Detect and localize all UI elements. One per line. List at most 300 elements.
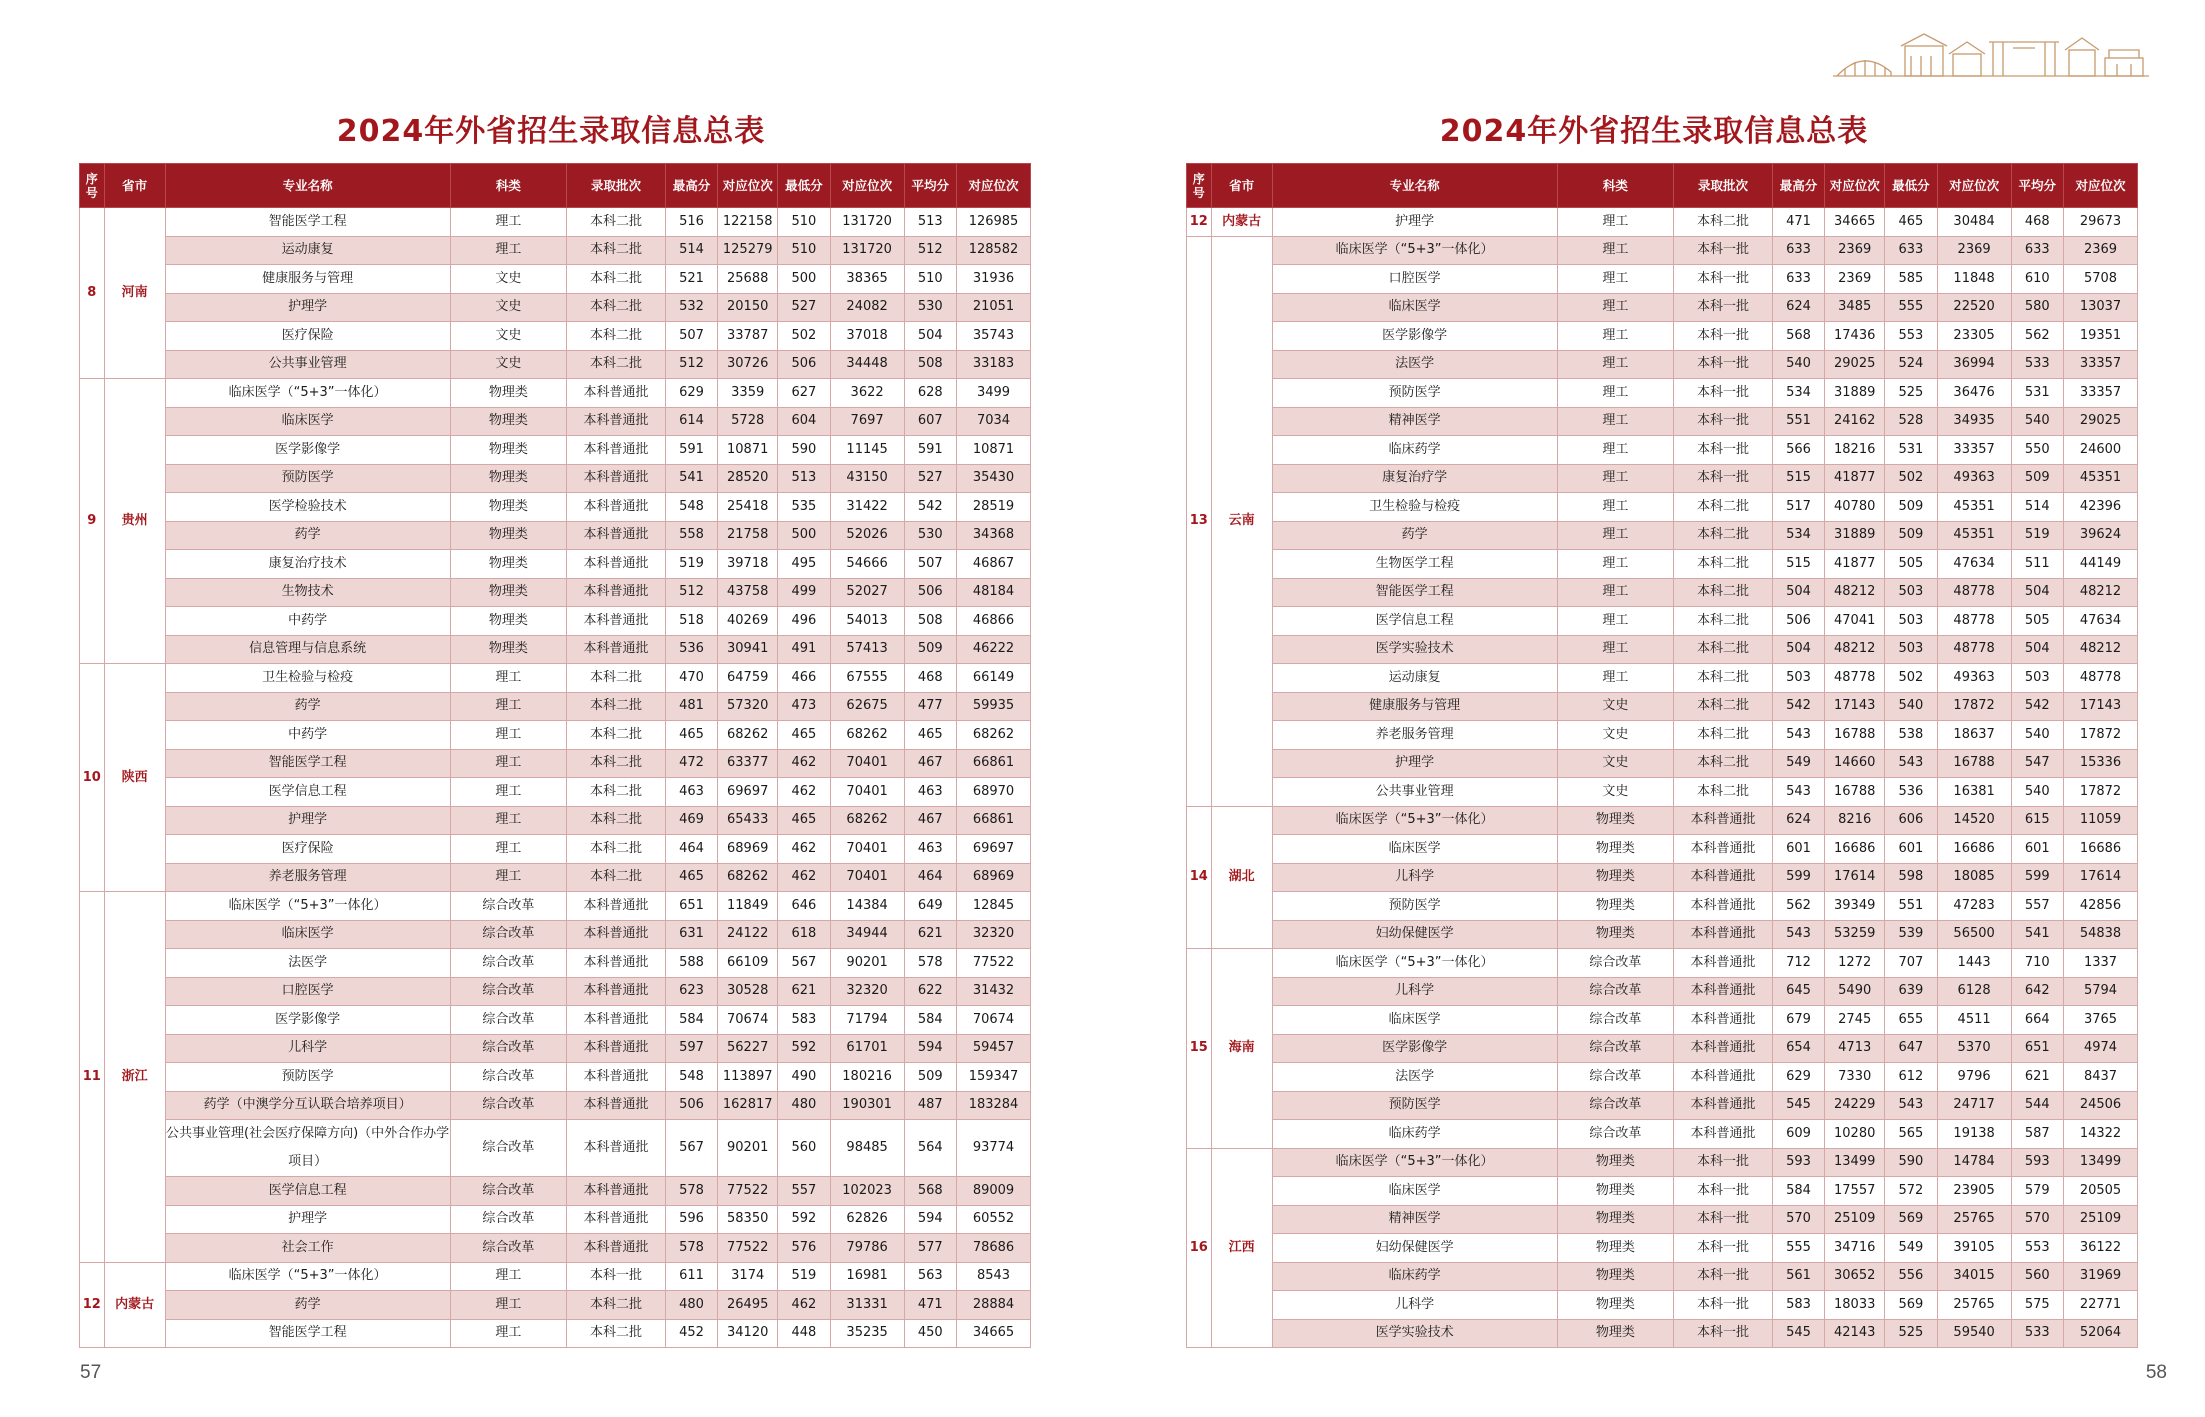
table-cell: 31889 <box>1825 379 1885 408</box>
table-row <box>80 436 1031 465</box>
table-row <box>80 379 1031 408</box>
group-number: 12 <box>1187 208 1212 237</box>
province-cell: 陕西 <box>104 664 165 892</box>
province-cell: 海南 <box>1211 949 1272 1149</box>
table-cell: 本科二批 <box>567 721 666 750</box>
major-name-cell: 中药学 <box>165 607 450 636</box>
table-cell: 541 <box>2011 920 2063 949</box>
table-cell: 本科二批 <box>1674 550 1773 579</box>
table-cell: 68969 <box>957 863 1031 892</box>
table-cell: 16788 <box>1825 721 1885 750</box>
major-name-cell: 临床医学（“5+3”一体化） <box>1272 806 1557 835</box>
table-cell: 513 <box>778 464 830 493</box>
major-name-cell: 康复治疗学 <box>1272 464 1557 493</box>
table-cell: 504 <box>1772 635 1824 664</box>
table-cell: 465 <box>665 721 717 750</box>
table-row <box>1187 436 2138 465</box>
major-name-cell: 医学影像学 <box>165 1006 450 1035</box>
table-cell: 本科普通批 <box>567 1091 666 1120</box>
table-cell: 24122 <box>718 920 778 949</box>
table-cell: 14322 <box>2064 1120 2138 1149</box>
table-cell: 558 <box>665 521 717 550</box>
table-cell: 52064 <box>2064 1319 2138 1348</box>
table-row <box>1187 835 2138 864</box>
major-name-cell: 预防医学 <box>1272 379 1557 408</box>
table-cell: 539 <box>1885 920 1937 949</box>
table-row <box>1187 578 2138 607</box>
major-name-cell: 临床医学（“5+3”一体化） <box>165 379 450 408</box>
major-name-cell: 医学检验技术 <box>165 493 450 522</box>
major-name-cell: 康复治疗技术 <box>165 550 450 579</box>
table-cell: 8216 <box>1825 806 1885 835</box>
table-row <box>80 863 1031 892</box>
table-cell: 54013 <box>830 607 904 636</box>
table-cell: 465 <box>904 721 956 750</box>
table-cell: 126985 <box>957 208 1031 237</box>
table-cell: 519 <box>2011 521 2063 550</box>
major-name-cell: 法医学 <box>1272 350 1557 379</box>
table-cell: 综合改革 <box>1557 977 1674 1006</box>
table-row <box>1187 635 2138 664</box>
table-cell: 66109 <box>718 949 778 978</box>
table-cell: 33183 <box>957 350 1031 379</box>
table-cell: 本科普通批 <box>567 1120 666 1177</box>
table-cell: 77522 <box>718 1234 778 1263</box>
table-cell: 文史 <box>450 322 567 351</box>
table-cell: 17872 <box>2064 721 2138 750</box>
table-cell: 633 <box>2011 236 2063 265</box>
table-cell: 34665 <box>1825 208 1885 237</box>
table-cell: 532 <box>665 293 717 322</box>
table-cell: 543 <box>1885 749 1937 778</box>
table-cell: 5370 <box>1937 1034 2011 1063</box>
table-cell: 531 <box>1885 436 1937 465</box>
table-cell: 578 <box>904 949 956 978</box>
table-cell: 物理类 <box>450 379 567 408</box>
table-cell: 514 <box>2011 493 2063 522</box>
table-cell: 468 <box>904 664 956 693</box>
column-header: 对应位次 <box>718 164 778 208</box>
table-cell: 9796 <box>1937 1063 2011 1092</box>
table-row <box>80 322 1031 351</box>
table-cell: 495 <box>778 550 830 579</box>
table-cell: 19351 <box>2064 322 2138 351</box>
table-cell: 122158 <box>718 208 778 237</box>
table-row <box>1187 806 2138 835</box>
table-cell: 36476 <box>1937 379 2011 408</box>
table-cell: 490 <box>778 1063 830 1092</box>
table-cell: 651 <box>665 892 717 921</box>
table-cell: 610 <box>2011 265 2063 294</box>
column-header: 科类 <box>1557 164 1674 208</box>
table-cell: 562 <box>2011 322 2063 351</box>
table-cell: 590 <box>1885 1148 1937 1177</box>
table-row <box>1187 1006 2138 1035</box>
table-cell: 7330 <box>1825 1063 1885 1092</box>
major-name-cell: 健康服务与管理 <box>1272 692 1557 721</box>
table-cell: 本科普通批 <box>567 521 666 550</box>
table-cell: 7034 <box>957 407 1031 436</box>
table-cell: 521 <box>665 265 717 294</box>
table-cell: 6128 <box>1937 977 2011 1006</box>
major-name-cell: 预防医学 <box>165 464 450 493</box>
column-header: 专业名称 <box>165 164 450 208</box>
table-cell: 14384 <box>830 892 904 921</box>
group-number: 10 <box>80 664 105 892</box>
table-cell: 462 <box>778 778 830 807</box>
table-cell: 38365 <box>830 265 904 294</box>
table-header-row <box>80 164 1031 208</box>
table-cell: 本科普通批 <box>567 1234 666 1263</box>
table-cell: 11059 <box>2064 806 2138 835</box>
table-cell: 68970 <box>957 778 1031 807</box>
table-cell: 563 <box>904 1262 956 1291</box>
table-cell: 469 <box>665 806 717 835</box>
table-cell: 17143 <box>1825 692 1885 721</box>
table-cell: 物理类 <box>450 521 567 550</box>
table-cell: 综合改革 <box>450 977 567 1006</box>
table-cell: 621 <box>904 920 956 949</box>
table-cell: 15336 <box>2064 749 2138 778</box>
table-row <box>80 1091 1031 1120</box>
province-cell: 江西 <box>1211 1148 1272 1348</box>
column-header: 对应位次 <box>1825 164 1885 208</box>
table-cell: 509 <box>904 635 956 664</box>
table-cell: 16686 <box>1937 835 2011 864</box>
major-name-cell: 药学（中澳学分互认联合培养项目） <box>165 1091 450 1120</box>
table-cell: 623 <box>665 977 717 1006</box>
table-cell: 本科普通批 <box>567 550 666 579</box>
table-cell: 17614 <box>2064 863 2138 892</box>
table-cell: 68262 <box>830 806 904 835</box>
table-cell: 462 <box>778 749 830 778</box>
major-name-cell: 临床医学（“5+3”一体化） <box>165 1262 450 1291</box>
table-cell: 文史 <box>1557 692 1674 721</box>
major-name-cell: 精神医学 <box>1272 407 1557 436</box>
table-cell: 542 <box>1772 692 1824 721</box>
table-cell: 10871 <box>957 436 1031 465</box>
table-cell: 576 <box>778 1234 830 1263</box>
major-name-cell: 预防医学 <box>1272 892 1557 921</box>
province-cell: 河南 <box>104 208 165 379</box>
table-row <box>80 607 1031 636</box>
table-cell: 47041 <box>1825 607 1885 636</box>
table-row <box>80 920 1031 949</box>
table-cell: 578 <box>665 1234 717 1263</box>
table-cell: 568 <box>904 1177 956 1206</box>
table-cell: 本科普通批 <box>567 607 666 636</box>
table-cell: 68262 <box>957 721 1031 750</box>
major-name-cell: 养老服务管理 <box>165 863 450 892</box>
table-cell: 16788 <box>1825 778 1885 807</box>
major-name-cell: 临床医学（“5+3”一体化） <box>165 892 450 921</box>
table-cell: 47634 <box>1937 550 2011 579</box>
table-cell: 463 <box>904 835 956 864</box>
table-cell: 28519 <box>957 493 1031 522</box>
table-cell: 45351 <box>2064 464 2138 493</box>
table-cell: 592 <box>778 1205 830 1234</box>
table-cell: 理工 <box>450 208 567 237</box>
table-cell: 70674 <box>957 1006 1031 1035</box>
table-cell: 68969 <box>718 835 778 864</box>
major-name-cell: 护理学 <box>1272 749 1557 778</box>
province-cell: 贵州 <box>104 379 165 664</box>
table-cell: 540 <box>2011 407 2063 436</box>
table-cell: 12845 <box>957 892 1031 921</box>
table-cell: 本科普通批 <box>1674 1091 1773 1120</box>
table-cell: 633 <box>1885 236 1937 265</box>
table-cell: 463 <box>904 778 956 807</box>
table-cell: 46866 <box>957 607 1031 636</box>
table-cell: 655 <box>1885 1006 1937 1035</box>
group-number: 16 <box>1187 1148 1212 1348</box>
table-cell: 77522 <box>957 949 1031 978</box>
table-cell: 524 <box>1885 350 1937 379</box>
table-cell: 3765 <box>2064 1006 2138 1035</box>
table-cell: 465 <box>665 863 717 892</box>
table-cell: 560 <box>778 1120 830 1177</box>
table-cell: 物理类 <box>1557 1262 1674 1291</box>
table-cell: 本科普通批 <box>1674 1120 1773 1149</box>
table-cell: 24717 <box>1937 1091 2011 1120</box>
table-cell: 物理类 <box>1557 863 1674 892</box>
table-cell: 527 <box>904 464 956 493</box>
table-cell: 11848 <box>1937 265 2011 294</box>
major-name-cell: 药学 <box>165 1291 450 1320</box>
table-cell: 30528 <box>718 977 778 1006</box>
table-row <box>80 265 1031 294</box>
table-cell: 549 <box>1885 1234 1937 1263</box>
table-cell: 190301 <box>830 1091 904 1120</box>
table-cell: 11849 <box>718 892 778 921</box>
table-cell: 17436 <box>1825 322 1885 351</box>
column-header: 录取批次 <box>1674 164 1773 208</box>
table-cell: 本科二批 <box>567 806 666 835</box>
table-cell: 61701 <box>830 1034 904 1063</box>
table-cell: 507 <box>665 322 717 351</box>
table-cell: 本科二批 <box>567 863 666 892</box>
table-cell: 503 <box>2011 664 2063 693</box>
table-cell: 物理类 <box>1557 835 1674 864</box>
table-cell: 542 <box>904 493 956 522</box>
column-header: 最低分 <box>778 164 830 208</box>
table-cell: 33787 <box>718 322 778 351</box>
table-cell: 465 <box>1885 208 1937 237</box>
table-cell: 590 <box>778 436 830 465</box>
table-cell: 70674 <box>718 1006 778 1035</box>
table-cell: 24082 <box>830 293 904 322</box>
table-cell: 综合改革 <box>1557 1120 1674 1149</box>
table-cell: 13499 <box>1825 1148 1885 1177</box>
table-cell: 60552 <box>957 1205 1031 1234</box>
table-cell: 609 <box>1772 1120 1824 1149</box>
table-cell: 505 <box>2011 607 2063 636</box>
table-cell: 29025 <box>1825 350 1885 379</box>
table-cell: 本科一批 <box>1674 350 1773 379</box>
table-row <box>80 407 1031 436</box>
table-cell: 544 <box>2011 1091 2063 1120</box>
table-cell: 481 <box>665 692 717 721</box>
table-cell: 29673 <box>2064 208 2138 237</box>
table-row <box>80 293 1031 322</box>
table-cell: 14520 <box>1937 806 2011 835</box>
table-cell: 本科普通批 <box>1674 1063 1773 1092</box>
table-row <box>1187 550 2138 579</box>
group-number: 13 <box>1187 236 1212 806</box>
major-name-cell: 卫生检验与检疫 <box>165 664 450 693</box>
table-cell: 631 <box>665 920 717 949</box>
province-cell: 云南 <box>1211 236 1272 806</box>
table-cell: 本科普通批 <box>567 892 666 921</box>
table-cell: 理工 <box>1557 607 1674 636</box>
table-cell: 综合改革 <box>450 1063 567 1092</box>
table-cell: 534 <box>1772 379 1824 408</box>
table-cell: 30726 <box>718 350 778 379</box>
table-cell: 78686 <box>957 1234 1031 1263</box>
table-cell: 本科一批 <box>1674 1177 1773 1206</box>
table-cell: 1337 <box>2064 949 2138 978</box>
table-cell: 565 <box>1885 1120 1937 1149</box>
table-cell: 本科普通批 <box>567 1034 666 1063</box>
table-cell: 504 <box>2011 635 2063 664</box>
table-header-row <box>1187 164 2138 208</box>
major-name-cell: 医学信息工程 <box>165 1177 450 1206</box>
table-cell: 34368 <box>957 521 1031 550</box>
table-cell: 560 <box>2011 1262 2063 1291</box>
table-cell: 30652 <box>1825 1262 1885 1291</box>
column-header: 序号 <box>80 164 105 208</box>
table-cell: 562 <box>1772 892 1824 921</box>
table-cell: 679 <box>1772 1006 1824 1035</box>
major-name-cell: 卫生检验与检疫 <box>1272 493 1557 522</box>
table-cell: 66149 <box>957 664 1031 693</box>
table-cell: 48212 <box>2064 635 2138 664</box>
table-cell: 505 <box>1885 550 1937 579</box>
table-cell: 2369 <box>1825 265 1885 294</box>
table-row <box>1187 920 2138 949</box>
table-cell: 622 <box>904 977 956 1006</box>
admission-table-left <box>79 163 1031 1348</box>
table-cell: 本科普通批 <box>1674 806 1773 835</box>
table-cell: 25418 <box>718 493 778 522</box>
table-cell: 621 <box>778 977 830 1006</box>
table-cell: 542 <box>2011 692 2063 721</box>
table-row <box>1187 863 2138 892</box>
table-cell: 33357 <box>2064 379 2138 408</box>
page-right <box>1103 0 2205 1417</box>
table-cell: 43150 <box>830 464 904 493</box>
major-name-cell: 护理学 <box>165 293 450 322</box>
table-row <box>80 350 1031 379</box>
table-cell: 30941 <box>718 635 778 664</box>
table-cell: 468 <box>2011 208 2063 237</box>
table-cell: 综合改革 <box>450 1034 567 1063</box>
table-cell: 536 <box>665 635 717 664</box>
table-cell: 540 <box>1885 692 1937 721</box>
table-cell: 28884 <box>957 1291 1031 1320</box>
table-cell: 33357 <box>1937 436 2011 465</box>
table-cell: 515 <box>1772 464 1824 493</box>
table-cell: 52026 <box>830 521 904 550</box>
table-cell: 462 <box>778 1291 830 1320</box>
table-row <box>80 1234 1031 1263</box>
table-cell: 本科普通批 <box>1674 949 1773 978</box>
table-cell: 本科普通批 <box>567 493 666 522</box>
table-cell: 理工 <box>1557 350 1674 379</box>
table-cell: 540 <box>2011 721 2063 750</box>
table-cell: 理工 <box>1557 436 1674 465</box>
province-cell: 湖北 <box>1211 806 1272 949</box>
group-number: 11 <box>80 892 105 1263</box>
major-name-cell: 口腔医学 <box>165 977 450 1006</box>
table-cell: 20150 <box>718 293 778 322</box>
column-header: 最低分 <box>1885 164 1937 208</box>
major-name-cell: 医学实验技术 <box>1272 1319 1557 1348</box>
table-cell: 本科二批 <box>1674 778 1773 807</box>
table-row <box>80 1177 1031 1206</box>
table-cell: 480 <box>778 1091 830 1120</box>
table-cell: 本科普通批 <box>1674 920 1773 949</box>
table-cell: 综合改革 <box>450 920 567 949</box>
table-cell: 528 <box>1885 407 1937 436</box>
table-cell: 509 <box>904 1063 956 1092</box>
table-cell: 物理类 <box>1557 1177 1674 1206</box>
table-cell: 448 <box>778 1319 830 1348</box>
table-cell: 34944 <box>830 920 904 949</box>
table-cell: 本科普通批 <box>567 436 666 465</box>
table-cell: 39718 <box>718 550 778 579</box>
table-cell: 70401 <box>830 835 904 864</box>
table-cell: 理工 <box>450 1262 567 1291</box>
table-cell: 707 <box>1885 949 1937 978</box>
table-cell: 548 <box>665 1063 717 1092</box>
table-cell: 36994 <box>1937 350 2011 379</box>
table-cell: 3499 <box>957 379 1031 408</box>
table-cell: 472 <box>665 749 717 778</box>
table-cell: 17872 <box>2064 778 2138 807</box>
table-cell: 664 <box>2011 1006 2063 1035</box>
table-cell: 131720 <box>830 208 904 237</box>
table-cell: 516 <box>665 208 717 237</box>
major-name-cell: 智能医学工程 <box>165 208 450 237</box>
table-row <box>1187 464 2138 493</box>
table-cell: 本科二批 <box>567 1319 666 1348</box>
table-cell: 物理类 <box>1557 892 1674 921</box>
table-cell: 639 <box>1885 977 1937 1006</box>
table-cell: 17557 <box>1825 1177 1885 1206</box>
major-name-cell: 护理学 <box>165 1205 450 1234</box>
table-cell: 471 <box>1772 208 1824 237</box>
table-cell: 102023 <box>830 1177 904 1206</box>
table-cell: 4974 <box>2064 1034 2138 1063</box>
table-cell: 584 <box>1772 1177 1824 1206</box>
table-cell: 503 <box>1772 664 1824 693</box>
table-cell: 39624 <box>2064 521 2138 550</box>
table-cell: 本科二批 <box>1674 607 1773 636</box>
table-cell: 548 <box>665 493 717 522</box>
table-cell: 综合改革 <box>450 892 567 921</box>
table-cell: 39105 <box>1937 1234 2011 1263</box>
table-cell: 502 <box>1885 464 1937 493</box>
table-cell: 47283 <box>1937 892 2011 921</box>
column-header: 科类 <box>450 164 567 208</box>
table-cell: 545 <box>1772 1091 1824 1120</box>
table-cell: 16686 <box>2064 835 2138 864</box>
table-cell: 理工 <box>450 835 567 864</box>
major-name-cell: 健康服务与管理 <box>165 265 450 294</box>
table-cell: 462 <box>778 863 830 892</box>
table-row <box>80 749 1031 778</box>
